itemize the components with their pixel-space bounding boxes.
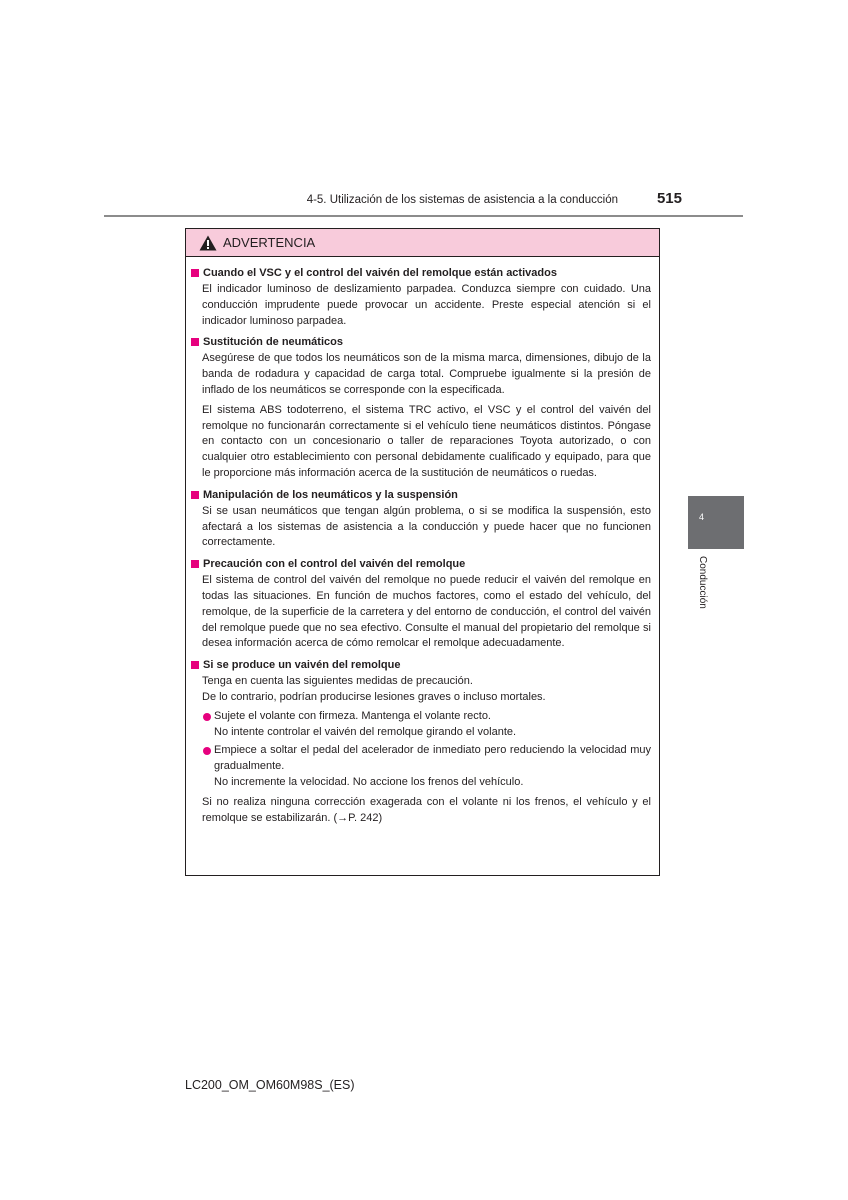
- intro-line: De lo contrario, podrían producirse lesiones graves o incluso mortales.: [202, 690, 546, 703]
- intro-line: Tenga en cuenta las siguientes medidas de precaución.: [202, 675, 473, 688]
- list-item: [214, 743, 651, 790]
- square-bullet-icon: [191, 560, 199, 568]
- chapter-label: Conducción: [697, 556, 708, 609]
- paragraph: [202, 674, 651, 706]
- section-heading-text: Cuando el VSC y el control del vaivén del remolque están activados: [203, 267, 557, 279]
- section-heading-text: Si se produce un vaivén del remolque: [203, 659, 401, 672]
- paragraph: El sistema de control del vaivén del remolque no puede reducir el vaivén del remolque en todas las situaciones. En función de muchos factores, como el estado del vehículo, del remolque, de la superficie de la carretera y del entorno de conducción, el control del vaivén del remolque puede que no sea efectivo. Consulte el manual del propietario del remolque si desea información acerca de cómo remolcar el remolque adecuadamente.: [202, 574, 651, 650]
- section-title: 4-5. Utilización de los sistemas de asistencia a la conducción: [306, 194, 618, 206]
- closing-text: Si no realiza ninguna corrección exagerada con el volante ni los frenos, el vehículo y el remolque se estabilizarán. (: [202, 795, 651, 824]
- warning-triangle-icon: [199, 235, 217, 251]
- paragraph: El indicador luminoso de deslizamiento parpadea. Conduzca siempre con cuidado. Una conducción imprudente puede provocar un accidente. Preste especial atención si el indicador luminoso parpadea.: [202, 283, 651, 327]
- chapter-tab[interactable]: [688, 496, 744, 549]
- arrow-icon: →: [337, 811, 349, 824]
- bullet-line: No incremente la velocidad. No accione los frenos del vehículo.: [214, 775, 524, 788]
- page-number: 515: [656, 190, 682, 207]
- header-divider: [104, 215, 743, 217]
- square-bullet-icon: [191, 661, 199, 669]
- warning-header: [186, 229, 659, 257]
- circle-bullet-icon: [203, 747, 211, 755]
- section-heading: [191, 265, 651, 281]
- square-bullet-icon: [191, 491, 199, 499]
- bullet-line: Empiece a soltar el pedal del acelerador de inmediato pero reduciendo la velocidad muy gradualmente.: [214, 744, 651, 773]
- section-heading: [191, 556, 651, 572]
- bullet-line: No intente controlar el vaivén del remolque girando el volante.: [214, 725, 517, 738]
- page-reference-link[interactable]: P. 242): [348, 811, 383, 824]
- section-heading-text: Sustitución de neumáticos: [203, 336, 343, 349]
- warning-body: [186, 257, 659, 826]
- section-heading: [191, 487, 651, 503]
- paragraph: Si se usan neumáticos que tengan algún problema, o si se modifica la suspensión, esto afectará a los sistemas de asistencia a la conducción y puede hacer que no funcionen correctamente.: [202, 504, 651, 549]
- paragraph: [202, 795, 651, 827]
- circle-bullet-icon: [203, 713, 211, 721]
- section-heading-text: Manipulación de los neumáticos y la suspensión: [203, 488, 458, 501]
- section-heading: [191, 657, 651, 673]
- bullet-line: Sujete el volante con firmeza. Mantenga el volante recto.: [214, 709, 491, 722]
- square-bullet-icon: [191, 269, 199, 277]
- chapter-number: 4: [699, 512, 705, 522]
- section-heading-text: Precaución con el control del vaivén del remolque: [203, 558, 466, 571]
- warning-title: ADVERTENCIA: [223, 235, 316, 250]
- warning-box: [185, 228, 660, 876]
- paragraph: El sistema ABS todoterreno, el sistema TRC activo, el VSC y el control del vaivén del remolque no funcionarán correctamente si el vehículo tiene neumáticos distintos. Póngase en contacto con un concesionario o taller de reparaciones Toyota autorizado, o con cualquier otro establecimiento con personal debidamente cualificado y equipado, para que le proporcione más información acerca de la sustitución de neumáticos o ruedas.: [202, 403, 651, 479]
- footer-code: LC200_OM_OM60M98S_(ES): [185, 1078, 355, 1092]
- paragraph: Asegúrese de que todos los neumáticos son de la misma marca, dimensiones, dibujo de la banda de rodadura y capacidad de carga total. Compruebe igualmente si la presión de inflado de los neumáticos se corresponde con la especificada.: [202, 352, 651, 396]
- section-heading: [191, 334, 651, 350]
- square-bullet-icon: [191, 338, 199, 346]
- list-item: [214, 709, 651, 741]
